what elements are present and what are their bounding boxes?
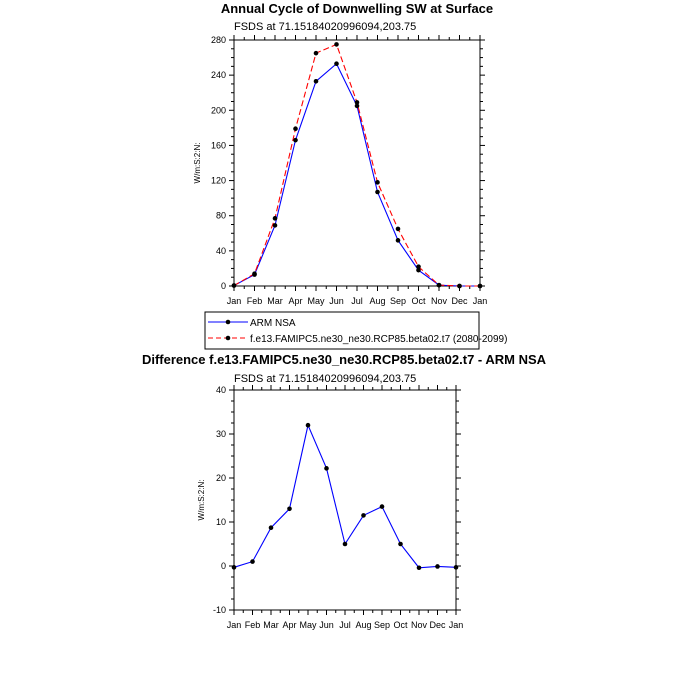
- y-tick-label: 280: [210, 35, 226, 45]
- series-point-1: [314, 51, 319, 56]
- y-tick-label: 120: [210, 175, 226, 186]
- x-tick-label: Oct: [411, 296, 426, 306]
- x-tick-label: Dec: [451, 296, 468, 306]
- series-point-1: [437, 283, 442, 288]
- x-tick-label: Jun: [319, 620, 334, 630]
- x-tick-label: Feb: [246, 296, 263, 306]
- series-point-1: [232, 283, 237, 288]
- series-point-0: [314, 79, 319, 84]
- difference-series-group: [232, 423, 459, 570]
- difference-axis-ticks: [213, 385, 463, 630]
- series-point-1: [396, 227, 401, 232]
- difference-y-axis-label: W/m:S:2:N:: [197, 479, 206, 521]
- x-tick-label: Aug: [355, 620, 372, 630]
- difference-plot-frame: [234, 390, 456, 610]
- series-point-1: [478, 284, 483, 289]
- series-point-0: [380, 504, 385, 509]
- y-tick-label: 200: [210, 105, 226, 116]
- legend-label-arm-nsa: ARM NSA: [250, 318, 296, 329]
- y-tick-label: -10: [212, 605, 226, 615]
- legend-marker-model: [226, 336, 231, 341]
- series-point-0: [396, 238, 401, 243]
- x-tick-label: Jan: [448, 620, 464, 630]
- series-point-0: [454, 565, 459, 570]
- series-point-0: [250, 559, 255, 564]
- x-tick-label: Mar: [267, 296, 283, 306]
- difference-subtitle: FSDS at 71.15184020996094,203.75: [234, 373, 417, 385]
- series-point-0: [343, 542, 348, 547]
- series-point-1: [273, 216, 278, 221]
- difference-title: Difference f.e13.FAMIPC5.ne30_ne30.RCP85.beta02.t7 - ARM NSA: [141, 352, 547, 367]
- y-tick-label: 240: [210, 70, 226, 81]
- y-tick-label: 30: [215, 429, 226, 439]
- y-tick-label: 160: [210, 140, 226, 151]
- series-line-0: [234, 425, 456, 568]
- series-point-0: [435, 564, 440, 569]
- x-tick-label: Aug: [369, 296, 386, 306]
- x-tick-label: Apr: [282, 620, 297, 630]
- difference-panel: [142, 352, 547, 630]
- x-tick-label: Jan: [226, 296, 242, 306]
- series-point-0: [398, 542, 403, 547]
- x-tick-label: Jan: [226, 620, 242, 630]
- x-tick-label: Jan: [472, 296, 488, 306]
- series-point-0: [269, 525, 274, 530]
- legend-label-model: f.e13.FAMIPC5.ne30_ne30.RCP85.beta02.t7 (2080-2099): [250, 334, 508, 345]
- series-point-1: [252, 271, 257, 276]
- series-point-1: [457, 284, 462, 289]
- y-tick-label: 20: [215, 473, 226, 483]
- series-point-0: [417, 565, 422, 570]
- x-tick-label: Jul: [339, 620, 351, 630]
- annual-cycle-panel: [193, 1, 493, 306]
- legend-marker-arm-nsa: [226, 320, 231, 325]
- y-tick-label: 40: [215, 245, 226, 256]
- x-tick-label: Oct: [393, 620, 408, 630]
- chart-title: Annual Cycle of Downwelling SW at Surface: [220, 1, 494, 16]
- series-point-0: [361, 513, 366, 518]
- x-tick-label: Jul: [351, 296, 363, 306]
- series-point-0: [375, 190, 380, 195]
- x-tick-label: Apr: [288, 296, 303, 306]
- series-point-1: [375, 180, 380, 185]
- series-line-0: [234, 64, 480, 286]
- series-point-0: [232, 565, 237, 570]
- x-tick-label: May: [299, 620, 317, 630]
- y-tick-label: 80: [215, 210, 226, 221]
- y-tick-label: 0: [220, 561, 226, 571]
- x-tick-label: Nov: [410, 620, 428, 630]
- x-tick-label: Feb: [244, 620, 261, 630]
- axis-ticks: [211, 35, 487, 306]
- series-point-1: [355, 100, 360, 105]
- x-tick-label: Dec: [429, 620, 446, 630]
- plot-frame: [234, 40, 480, 286]
- x-tick-label: Jun: [329, 296, 344, 306]
- x-tick-label: May: [307, 296, 325, 306]
- x-tick-label: Sep: [373, 620, 391, 630]
- series-point-0: [287, 507, 292, 512]
- series-point-0: [334, 61, 339, 66]
- series-line-1: [234, 44, 480, 286]
- legend: [205, 312, 507, 349]
- x-tick-label: Sep: [389, 296, 407, 306]
- y-tick-label: 0: [220, 281, 226, 291]
- series-point-1: [334, 42, 339, 47]
- y-axis-label: W/m:S:2:N:: [193, 142, 202, 184]
- y-tick-label: 40: [215, 385, 226, 395]
- y-tick-label: 10: [215, 517, 226, 527]
- series-point-0: [306, 423, 311, 428]
- series-point-0: [273, 223, 278, 228]
- x-tick-label: Nov: [430, 296, 448, 306]
- series-point-1: [416, 264, 421, 269]
- series-point-0: [324, 466, 329, 471]
- chart-subtitle: FSDS at 71.15184020996094,203.75: [234, 21, 417, 33]
- x-tick-label: Mar: [263, 620, 279, 630]
- series-point-0: [293, 138, 298, 143]
- series-point-1: [293, 126, 298, 131]
- series-group: [232, 42, 483, 288]
